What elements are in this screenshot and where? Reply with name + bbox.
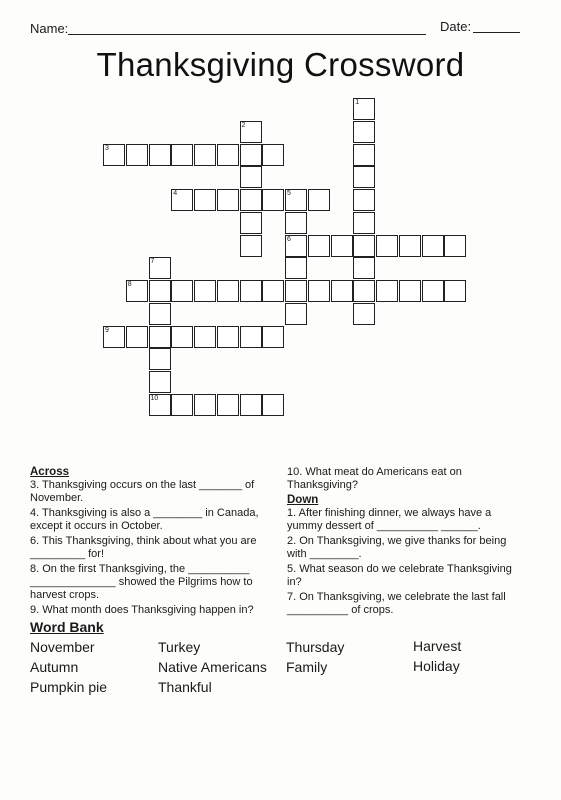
crossword-cell[interactable] xyxy=(376,280,398,302)
word-bank-word: Family xyxy=(286,659,328,675)
crossword-cell[interactable] xyxy=(353,189,375,211)
clue-number: 5 xyxy=(287,190,291,197)
crossword-cell[interactable] xyxy=(103,144,125,166)
crossword-cell[interactable] xyxy=(126,280,148,302)
crossword-cell[interactable] xyxy=(217,326,239,348)
crossword-cell[interactable] xyxy=(149,371,171,393)
crossword-cell[interactable] xyxy=(308,280,330,302)
clue-number: 6 xyxy=(287,235,291,243)
crossword-cell[interactable] xyxy=(308,235,330,257)
page-title: Thanksgiving Crossword xyxy=(96,46,465,83)
across-clue-6: 6. This Thanksgiving, think about what you are _________ for! xyxy=(30,535,257,560)
crossword-cell[interactable] xyxy=(171,326,193,348)
crossword-cell[interactable] xyxy=(285,189,307,211)
crossword-cell[interactable] xyxy=(422,235,444,257)
crossword-cell[interactable] xyxy=(171,394,193,416)
crossword-cell[interactable] xyxy=(194,326,216,348)
crossword-cell[interactable] xyxy=(353,303,375,325)
crossword-cell[interactable] xyxy=(149,326,171,348)
crossword-cell[interactable] xyxy=(240,166,262,188)
crossword-cell[interactable] xyxy=(285,212,307,234)
crossword-cell[interactable] xyxy=(285,280,307,302)
word-bank-word: Harvest xyxy=(413,638,462,654)
crossword-cell[interactable] xyxy=(353,235,375,257)
crossword-cell[interactable] xyxy=(149,303,171,325)
crossword-cell[interactable] xyxy=(353,257,375,279)
crossword-cell[interactable] xyxy=(240,326,262,348)
clue-number: 1 xyxy=(355,99,360,106)
name-label: Name: xyxy=(30,21,69,36)
crossword-cell[interactable] xyxy=(171,189,193,211)
crossword-cell[interactable] xyxy=(149,257,171,279)
word-bank-word: Turkey xyxy=(158,639,201,655)
crossword-cell[interactable] xyxy=(353,212,375,234)
across-clue-9: 9. What month does Thanksgiving happen in? xyxy=(30,604,254,616)
down-clue-7: 7. On Thanksgiving, we celebrate the last fall __________ of crops. xyxy=(287,591,506,616)
crossword-cell[interactable] xyxy=(399,280,421,302)
crossword-cell[interactable] xyxy=(194,144,216,166)
down-clue-1: 1. After finishing dinner, we always have a yummy dessert of __________ ______. xyxy=(287,507,492,532)
word-bank-word: Holiday xyxy=(413,658,460,674)
crossword-cell[interactable] xyxy=(149,144,171,166)
crossword-cell[interactable] xyxy=(353,166,375,188)
crossword-cell[interactable] xyxy=(353,280,375,302)
crossword-cell[interactable] xyxy=(217,144,239,166)
crossword-cell[interactable] xyxy=(171,144,193,166)
crossword-cell[interactable] xyxy=(262,394,284,416)
crossword-cell[interactable] xyxy=(444,235,466,257)
clue-number: 9 xyxy=(105,326,109,334)
clue-number: 2 xyxy=(241,121,246,129)
crossword-cell[interactable] xyxy=(103,326,125,348)
date-label: Date: xyxy=(440,19,472,34)
crossword-cell[interactable] xyxy=(331,235,353,257)
crossword-cell[interactable] xyxy=(353,98,375,120)
word-bank-title: Word Bank xyxy=(30,619,104,635)
down-clue-5: 5. What season do we celebrate Thanksgiving in? xyxy=(287,563,512,588)
clue-number: 7 xyxy=(150,258,155,266)
crossword-cell[interactable] xyxy=(262,280,284,302)
crossword-cell[interactable] xyxy=(422,280,444,302)
crossword-cell[interactable] xyxy=(171,280,193,302)
crossword-cell[interactable] xyxy=(240,394,262,416)
down-clue-2: 2. On Thanksgiving, we give thanks for being with ________. xyxy=(287,535,507,560)
across-clue-4: 4. Thanksgiving is also a ________ in Canada, except it occurs in October. xyxy=(30,507,259,532)
word-bank-word: Thursday xyxy=(286,639,345,655)
crossword-cell[interactable] xyxy=(217,189,239,211)
crossword-cell[interactable] xyxy=(262,326,284,348)
crossword-cell[interactable] xyxy=(285,257,307,279)
crossword-cell[interactable] xyxy=(149,348,171,370)
crossword-cell[interactable] xyxy=(194,394,216,416)
crossword-cell[interactable] xyxy=(240,280,262,302)
word-bank-word: November xyxy=(30,639,95,655)
across-clue-8: 8. On the first Thanksgiving, the __________ ______________ showed the Pilgrims how to harvest crops. xyxy=(30,563,253,601)
clue-number: 10 xyxy=(150,394,159,402)
crossword-cell[interactable] xyxy=(331,280,353,302)
crossword-cell[interactable] xyxy=(217,280,239,302)
clue-number: 4 xyxy=(173,190,178,197)
crossword-cell[interactable] xyxy=(194,189,216,211)
across-clue-3: 3. Thanksgiving occurs on the last _______ of November. xyxy=(30,479,255,504)
word-bank-word: Autumn xyxy=(30,659,79,675)
down-heading: Down xyxy=(287,494,319,506)
crossword-cell[interactable] xyxy=(285,235,307,257)
crossword-cell[interactable] xyxy=(353,121,375,143)
word-bank-word: Native Americans xyxy=(158,659,267,675)
crossword-cell[interactable] xyxy=(353,144,375,166)
clue-number: 3 xyxy=(105,144,109,152)
crossword-cell[interactable] xyxy=(444,280,466,302)
word-bank-word: Pumpkin pie xyxy=(30,679,108,695)
crossword-cell[interactable] xyxy=(217,394,239,416)
crossword-cell[interactable] xyxy=(240,235,262,257)
crossword-cell[interactable] xyxy=(262,189,284,211)
across-clue-10: 10. What meat do Americans eat on Thanksgiving? xyxy=(287,466,462,491)
crossword-cell[interactable] xyxy=(149,280,171,302)
crossword-cell[interactable] xyxy=(240,189,262,211)
crossword-cell[interactable] xyxy=(240,121,262,143)
across-heading: Across xyxy=(30,466,69,478)
clues-left-column xyxy=(30,466,275,619)
crossword-cell[interactable] xyxy=(399,235,421,257)
crossword-cell[interactable] xyxy=(285,303,307,325)
crossword-cell[interactable] xyxy=(126,326,148,348)
crossword-cell[interactable] xyxy=(262,144,284,166)
crossword-cell[interactable] xyxy=(126,144,148,166)
clue-number: 8 xyxy=(127,281,132,288)
word-bank-word: Thankful xyxy=(158,679,212,695)
crossword-cell[interactable] xyxy=(194,280,216,302)
crossword-cell[interactable] xyxy=(308,189,330,211)
clues-right-column xyxy=(287,466,527,619)
crossword-cell[interactable] xyxy=(240,212,262,234)
crossword-cell[interactable] xyxy=(240,144,262,166)
crossword-cell[interactable] xyxy=(376,235,398,257)
crossword-cell[interactable] xyxy=(149,394,171,416)
